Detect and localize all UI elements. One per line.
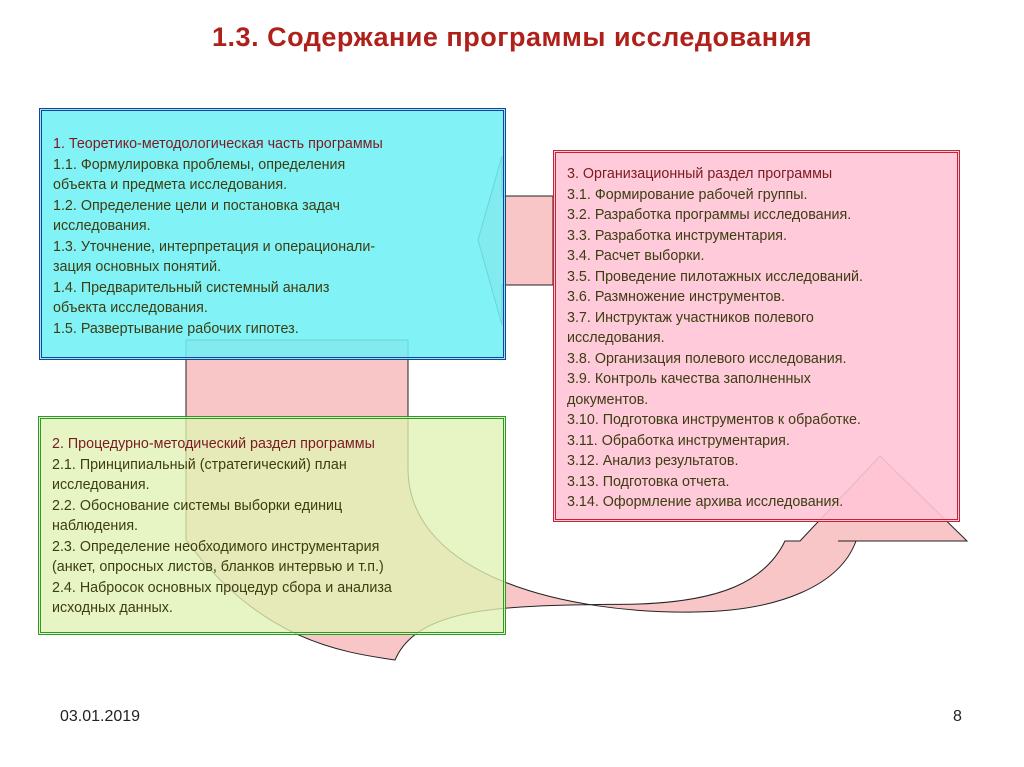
section3-line: 3.1. Формирование рабочей группы. bbox=[567, 186, 808, 203]
section1-line: 1.2. Определение цели и постановка задач bbox=[53, 197, 340, 214]
section2-line: исследования. bbox=[52, 477, 150, 493]
section3-line: 3.12. Анализ результатов. bbox=[567, 453, 739, 469]
section2-line: 2.4. Набросок основных процедур сбора и анализа bbox=[52, 579, 392, 596]
section1-line: объекта исследования. bbox=[53, 300, 208, 316]
section3-line: 3.7. Инструктаж участников полевого bbox=[567, 309, 814, 326]
section1-line: зация основных понятий. bbox=[53, 259, 222, 275]
section3-line: 3.11. Обработка инструментария. bbox=[567, 432, 790, 449]
section3-line: 3.3. Разработка инструментария. bbox=[567, 227, 788, 244]
footer-date: 03.01.2019 bbox=[60, 708, 141, 725]
section1-line: 1.4. Предварительный системный анализ bbox=[53, 279, 330, 296]
section-procedural-methodical bbox=[38, 416, 506, 635]
section1-line: 1.3. Уточнение, интерпретация и операционали- bbox=[53, 238, 376, 255]
section2-heading: 2. Процедурно-методический раздел программы bbox=[52, 436, 375, 452]
section3-line: 3.6. Размножение инструментов. bbox=[567, 289, 785, 305]
section1-heading: 1. Теоретико-методологическая часть программы bbox=[53, 136, 383, 152]
section2-line: (анкет, опросных листов, бланков интервью и т.п.) bbox=[52, 559, 384, 575]
section1-line: исследования. bbox=[53, 218, 151, 234]
section3-line: исследования. bbox=[567, 330, 665, 346]
section2-line: 2.3. Определение необходимого инструментария bbox=[52, 538, 380, 555]
page-number: 8 bbox=[953, 708, 962, 725]
section1-line: 1.1. Формулировка проблемы, определения bbox=[53, 156, 346, 173]
section1-line: 1.5. Развертывание рабочих гипотез. bbox=[53, 320, 299, 337]
section3-line: 3.5. Проведение пилотажных исследований. bbox=[567, 268, 864, 285]
section3-line: 3.2. Разработка программы исследования. bbox=[567, 207, 852, 223]
section3-line: 3.8. Организация полевого исследования. bbox=[567, 350, 847, 367]
section2-line: исходных данных. bbox=[52, 600, 173, 616]
section2-line: 2.1. Принципиальный (стратегический) план bbox=[52, 456, 347, 473]
section3-line: 3.10. Подготовка инструментов к обработке. bbox=[567, 412, 861, 428]
section1-line: объекта и предмета исследования. bbox=[53, 177, 288, 193]
slide-title: 1.3. Содержание программы исследования bbox=[212, 22, 812, 52]
section3-line: 3.4. Расчет выборки. bbox=[567, 248, 705, 264]
section2-line: 2.2. Обоснование системы выборки единиц bbox=[52, 497, 343, 514]
section2-line: наблюдения. bbox=[52, 518, 139, 534]
section3-line: 3.13. Подготовка отчета. bbox=[567, 473, 730, 490]
section3-line: 3.14. Оформление архива исследования. bbox=[567, 494, 844, 510]
section-organizational bbox=[553, 150, 960, 522]
section3-line: 3.9. Контроль качества заполненных bbox=[567, 371, 811, 387]
section-theoretical-methodological bbox=[39, 108, 506, 360]
section3-heading: 3. Организационный раздел программы bbox=[567, 166, 833, 182]
section3-line: документов. bbox=[567, 391, 649, 408]
